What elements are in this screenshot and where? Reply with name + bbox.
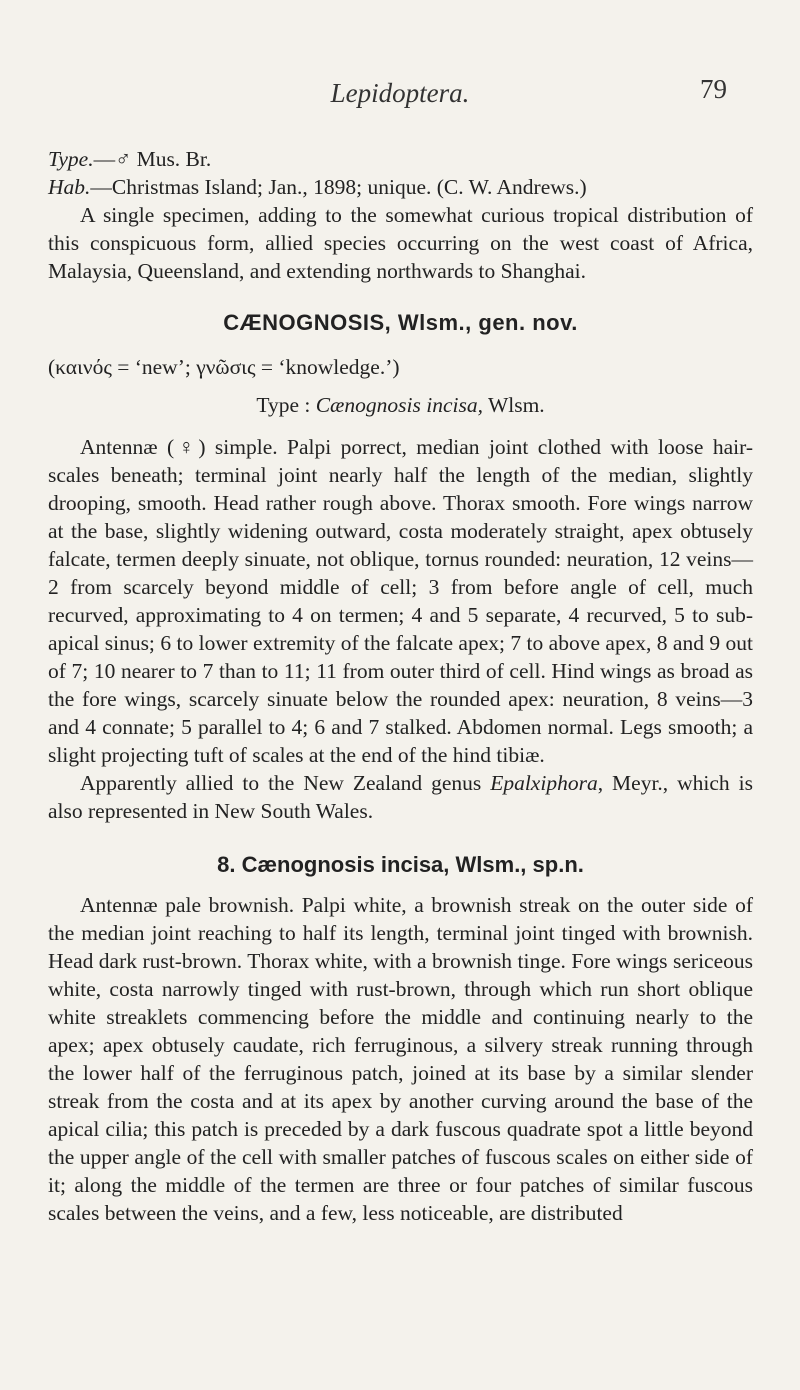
affinity-genus: Epalxiphora: [490, 771, 598, 795]
type-species-author: Wlsm.: [482, 393, 545, 417]
type-label: Type.: [48, 147, 94, 171]
type-species-prefix: Type :: [256, 393, 316, 417]
distribution-remark: A single specimen, adding to the somewhat curious tropical distribution of this conspicuous form, allied species occurring on the west coast of Africa, Malaysia, Queensland, and extending northwards to Shanghai.: [48, 203, 753, 283]
running-title: Lepidoptera.: [330, 78, 470, 108]
species-description: Antennæ pale brownish. Palpi white, a brownish streak on the outer side of the median joint reaching to half its length, terminal joint tinged with brownish. Head dark rust-brown. Thorax white, with a brownish tinge. Fore wings sericeous white, costa narrowly tinged with rust-brown, through which run short oblique white streaklets commencing before the middle and continuing nearly to the apex; apex obtusely caudate, rich ferruginous, a silvery streak running through the lower half of the ferruginous patch, joined at its base by a similar slender streak from the costa and at its apex by another curving around the base of the apical cilia; this patch is preceded by a dark fuscous quadrate spot a little beyond the upper angle of the cell with smaller patches of fuscous scales on either side of it; along the middle of the termen are three or four patches of similar fuscous scales between the veins, and a few, less noticeable, are distributed: [48, 893, 753, 1225]
habitat-text: —Christmas Island; Jan., 1898; unique. (C. W. Andrews.): [90, 175, 587, 199]
habitat-line: [48, 173, 753, 201]
affinity-after: , Meyr., which is also represented in New South Wales.: [48, 771, 753, 823]
genus-affinity: [48, 769, 753, 825]
page-number: 79: [700, 74, 727, 104]
habitat-label: Hab.: [48, 175, 91, 199]
type-line: [48, 145, 753, 173]
affinity-before: Apparently allied to the New Zealand genus: [80, 771, 491, 795]
species-heading: 8. Cænognosis incisa, Wlsm., sp.n.: [217, 852, 584, 877]
genus-heading: CÆNOGNOSIS, Wlsm., gen. nov.: [223, 310, 578, 335]
type-species-line: [48, 391, 753, 419]
type-text: —♂ Mus. Br.: [93, 147, 212, 171]
genus-description: Antennæ (♀) simple. Palpi porrect, median joint clothed with loose hair-scales beneath; terminal joint nearly half the length of the median, slightly drooping, smooth. Head rather rough above. Thorax smooth. Fore wings narrow at the base, slightly widening outward, costa moderately straight, apex obtusely falcate, termen deeply sinuate, not oblique, tornus rounded: neuration, 12 veins—2 from scarcely beyond middle of cell; 3 from before angle of cell, much recurved, approximating to 4 on termen; 4 and 5 separate, 4 recurved, 5 to sub-apical sinus; 6 to lower extremity of the falcate apex; 7 to above apex, 8 and 9 out of 7; 10 nearer to 7 than to 11; 11 from outer third of cell. Hind wings as broad as the fore wings, scarcely sinuate below the rounded apex: neuration, 8 veins—3 and 4 connate; 5 parallel to 4; 6 and 7 stalked. Abdomen normal. Legs smooth; a slight projecting tuft of scales at the end of the hind tibiæ.: [48, 435, 753, 767]
type-species-name: Cænognosis incisa,: [315, 393, 483, 417]
etymology: (καινός = ‘new’; γνῶσις = ‘knowledge.’): [48, 355, 400, 379]
page-body: [48, 145, 753, 1227]
